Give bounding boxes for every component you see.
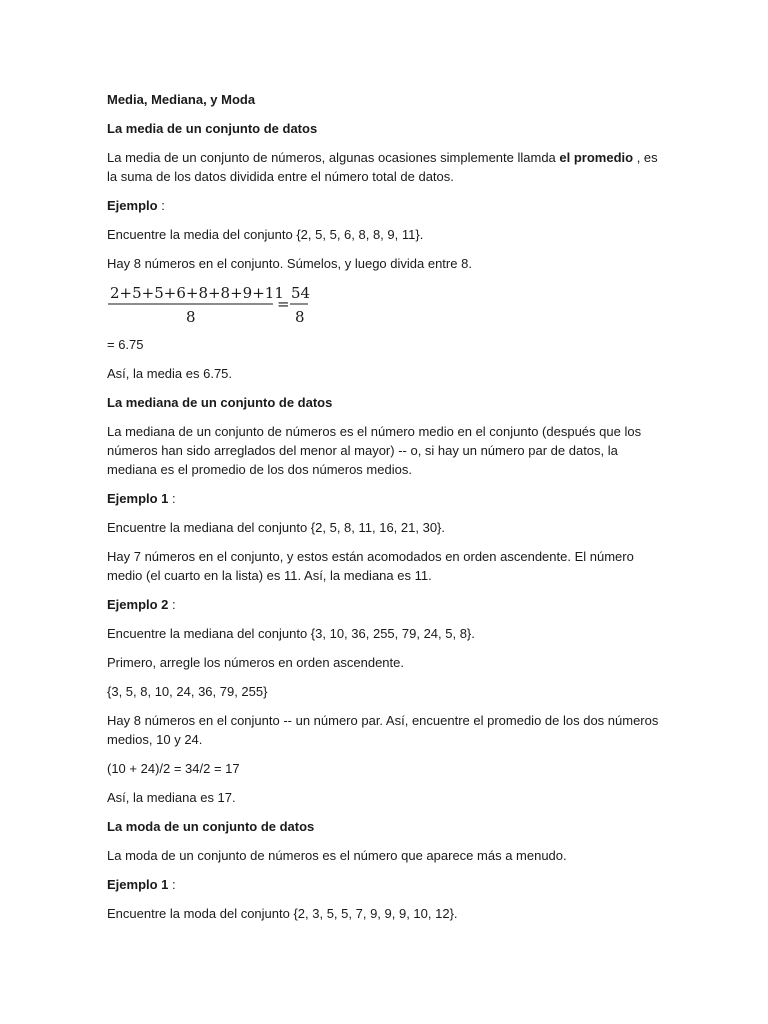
mediana-example2-label [107, 595, 667, 614]
moda-definition: La moda de un conjunto de números es el número que aparece más a menudo. [107, 848, 567, 863]
example-label: Ejemplo [107, 198, 158, 213]
media-conclusion: Así, la media es 6.75. [107, 366, 233, 381]
example2-label: Ejemplo 2 [107, 597, 169, 612]
media-definition [107, 148, 667, 186]
example1-colon: : [168, 491, 176, 506]
moda-example1-task: Encuentre la moda del conjunto {2, 3, 5, 5, 7, 9, 9, 9, 10, 12}. [107, 906, 458, 921]
mediana-example2-sorted: {3, 5, 8, 10, 24, 36, 79, 255} [107, 684, 268, 699]
formula-denominator-left: 8 [186, 308, 196, 326]
example1-label: Ejemplo 1 [107, 491, 169, 506]
media-definition-pre: La media de un conjunto de números, algunas ocasiones simplemente llamda [107, 150, 560, 165]
media-definition-bold: el promedio [559, 150, 634, 165]
moda-example1-colon: : [168, 877, 176, 892]
media-example-task: Encuentre la media del conjunto {2, 5, 5, 6, 8, 8, 9, 11}. [107, 227, 424, 242]
example-colon: : [157, 198, 165, 213]
mediana-example1-label [107, 489, 667, 508]
mediana-example2-step1: Primero, arregle los números en orden ascendente. [107, 655, 404, 670]
document-title: Media, Mediana, y Moda [107, 92, 256, 107]
media-result: = 6.75 [107, 337, 144, 352]
media-definition-post: , es la suma de los datos dividida entre el número total de datos. [107, 150, 658, 184]
moda-example1-label-text: Ejemplo 1 [107, 877, 169, 892]
formula-numerator-right: 54 [291, 284, 311, 302]
mediana-example2-step2: Hay 8 números en el conjunto -- un número par. Así, encuentre el promedio de los dos números medios, 10 y 24. [107, 713, 659, 747]
media-example-step: Hay 8 números en el conjunto. Súmelos, y luego divida entre 8. [107, 256, 472, 271]
document-page [107, 90, 667, 933]
mediana-example2-task: Encuentre la mediana del conjunto {3, 10, 36, 255, 79, 24, 5, 8}. [107, 626, 475, 641]
moda-example1-label [107, 875, 667, 894]
mediana-definition: La mediana de un conjunto de números es el número medio en el conjunto (después que los números han sido arreglados del menor al mayor) -- o, si hay un número par de datos, la mediana es el promedio de los dos números medios. [107, 424, 642, 477]
mediana-example2-calculation: (10 + 24)/2 = 34/2 = 17 [107, 761, 240, 776]
mediana-example2-conclusion: Así, la mediana es 17. [107, 790, 236, 805]
media-formula [107, 283, 667, 327]
mediana-example1-task: Encuentre la mediana del conjunto {2, 5, 8, 11, 16, 21, 30}. [107, 520, 446, 535]
media-example-label [107, 196, 667, 215]
fraction-formula-svg [107, 283, 327, 327]
mediana-heading: La mediana de un conjunto de datos [107, 395, 333, 410]
mediana-example1-explanation: Hay 7 números en el conjunto, y estos están acomodados en orden ascendente. El número medio (el cuarto en la lista) es 11. Así, la mediana es 11. [107, 549, 634, 583]
formula-equals: = [277, 295, 290, 313]
moda-heading: La moda de un conjunto de datos [107, 819, 315, 834]
formula-numerator-left: 2+5+5+6+8+8+9+11 [110, 284, 284, 302]
formula-denominator-right: 8 [295, 308, 305, 326]
media-heading: La media de un conjunto de datos [107, 121, 318, 136]
example2-colon: : [168, 597, 176, 612]
